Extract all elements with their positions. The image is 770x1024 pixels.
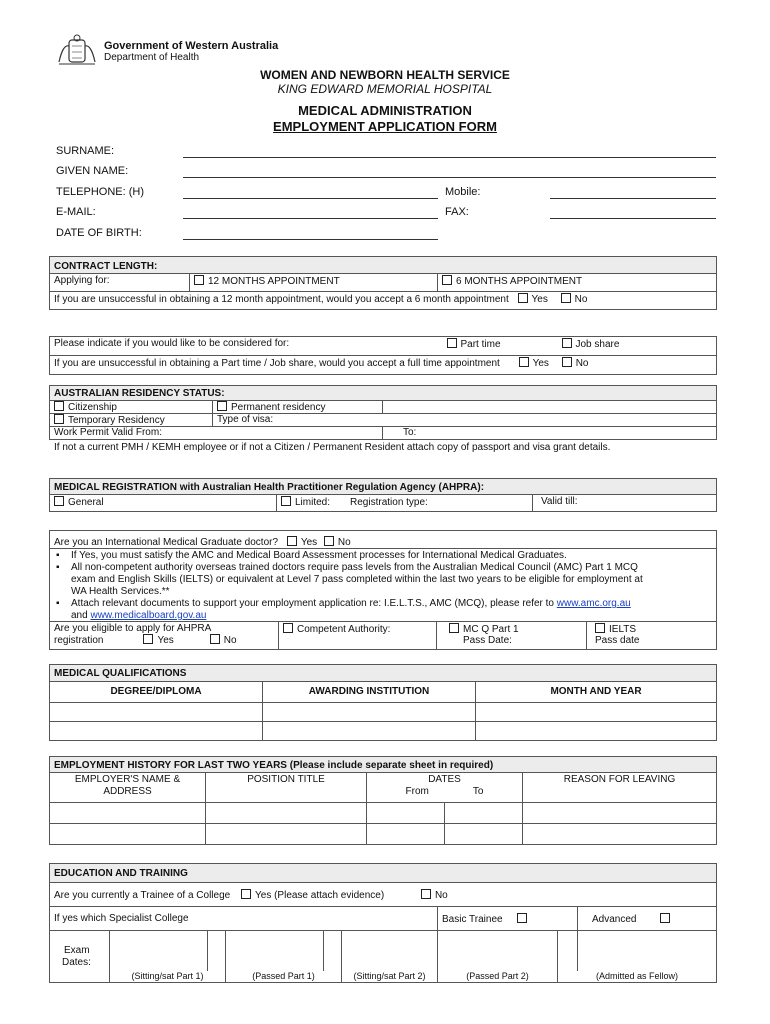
checkbox-12-months[interactable]	[194, 275, 204, 285]
work-permit-label: Work Permit Valid From:	[54, 427, 162, 438]
trainee-yes-checkbox[interactable]	[241, 889, 251, 899]
img-bullet-2a: All non-competent authority overseas trained doctors require pass levels from the Australian Medical Council (AMC) Part 1 MCQ	[71, 562, 638, 573]
option-part-time[interactable]	[443, 337, 558, 356]
col-to: To	[472, 786, 484, 797]
accept-fulltime-question: If you are unsuccessful in obtaining a Part time / Job share, would you accept a full time appointment	[54, 358, 500, 369]
parttime-indicate-label: Please indicate if you would like to be considered for:	[50, 337, 443, 356]
part-time-label: Part time	[460, 339, 501, 350]
eligible-yes-checkbox[interactable]	[143, 634, 153, 644]
accept-6-yes-checkbox[interactable]	[518, 293, 528, 303]
temporary-label: Temporary Residency	[68, 415, 165, 426]
img-yes-checkbox[interactable]	[287, 536, 297, 546]
registration-table	[49, 478, 717, 512]
img-divider	[49, 548, 717, 549]
registration-heading: MEDICAL REGISTRATION with Australian Health Practitioner Regulation Agency (AHPRA):	[50, 479, 717, 495]
employment-heading: EMPLOYMENT HISTORY FOR LAST TWO YEARS (Please include separate sheet in required)	[50, 757, 717, 773]
option-temporary[interactable]	[50, 414, 213, 427]
ielts-label: IELTS	[609, 624, 637, 635]
option-6-label: 6 MONTHS APPOINTMENT	[456, 276, 583, 287]
work-permit-field[interactable]	[50, 427, 383, 440]
qual-cell[interactable]	[50, 703, 263, 722]
col-degree: DEGREE/DIPLOMA	[50, 682, 263, 703]
col-employer	[50, 773, 206, 803]
pass-part2-label: (Passed Part 2)	[438, 971, 558, 983]
email-field[interactable]	[183, 218, 438, 219]
emp-cell[interactable]	[445, 824, 523, 845]
mcq-pass-date: Pass Date:	[463, 635, 512, 646]
exam-label1: Exam	[64, 945, 90, 956]
mobile-field[interactable]	[550, 198, 716, 199]
basic-trainee-checkbox[interactable]	[517, 913, 527, 923]
emp-cell[interactable]	[523, 803, 717, 824]
accept-fulltime-no-checkbox[interactable]	[562, 357, 572, 367]
bullet-dot: ▪	[56, 598, 60, 609]
checkbox-temporary[interactable]	[54, 414, 64, 424]
exam-dates-label	[50, 931, 110, 983]
advanced-cell[interactable]	[578, 907, 717, 931]
img-question-row	[54, 536, 351, 548]
telephone-field[interactable]	[183, 198, 438, 199]
accept-6-month-question: If you are unsuccessful in obtaining a 12 month appointment, would you accept a 6 month appointment	[54, 294, 509, 305]
citizenship-label: Citizenship	[68, 402, 117, 413]
qual-cell[interactable]	[50, 722, 263, 741]
sit-part1-label: (Sitting/sat Part 1)	[110, 971, 226, 983]
competent-authority-cell[interactable]	[279, 622, 437, 650]
bullet-dot: ▪	[56, 562, 60, 573]
img-bullet-3a: Attach relevant documents to support your employment application re: I.E.L.T.S., AMC (MCQ), please refer to	[71, 598, 554, 609]
qual-cell[interactable]	[476, 722, 717, 741]
reg-type-label: Registration type:	[350, 497, 428, 508]
residency-note: If not a current PMH / KEMH employee or if not a Citizen / Permanent Resident attach copy of passport and visa grant details.	[54, 442, 611, 453]
img-no-checkbox[interactable]	[324, 536, 334, 546]
qual-cell[interactable]	[263, 722, 476, 741]
col-dates-label: DATES	[428, 774, 461, 785]
col-institution: AWARDING INSTITUTION	[263, 682, 476, 703]
education-table	[49, 863, 717, 983]
email-label: E-MAIL:	[56, 206, 96, 218]
basic-trainee-label: Basic Trainee	[442, 914, 503, 925]
trainee-no-label: No	[434, 890, 448, 901]
form-title-line1: MEDICAL ADMINISTRATION	[298, 103, 472, 118]
basic-trainee-cell[interactable]	[438, 907, 578, 931]
eligible-ahpra-label2: registration	[54, 635, 104, 646]
trainee-yes-label: Yes (Please attach evidence)	[255, 890, 385, 901]
trainee-no-checkbox[interactable]	[421, 889, 431, 899]
option-permanent[interactable]	[213, 401, 383, 414]
fax-field[interactable]	[550, 218, 716, 219]
surname-field[interactable]	[183, 157, 716, 158]
img-bullet-3a-row	[71, 598, 631, 610]
accept-6-no-label: No	[574, 294, 588, 305]
col-employer-line2: ADDRESS	[103, 786, 152, 797]
residency-heading: AUSTRALIAN RESIDENCY STATUS:	[50, 386, 717, 401]
trainee-row	[50, 883, 717, 907]
contract-heading: CONTRACT LENGTH:	[50, 257, 717, 274]
valid-till-label: Valid till:	[541, 496, 578, 507]
eligible-ahpra-label1: Are you eligible to apply for AHPRA	[54, 623, 212, 634]
col-dates-sub	[371, 786, 518, 798]
exam-date-cell[interactable]	[342, 931, 438, 971]
telephone-label: TELEPHONE: (H)	[56, 186, 145, 198]
gov-line1: Government of Western Australia	[104, 40, 279, 52]
eligible-ahpra-row2	[54, 634, 274, 646]
checkbox-mcq[interactable]	[449, 623, 459, 633]
fax-label: FAX:	[445, 206, 469, 218]
accept-fulltime-no-label: No	[575, 358, 589, 369]
checkbox-ielts[interactable]	[595, 623, 605, 633]
employment-table	[49, 756, 717, 845]
form-title-line2: EMPLOYMENT APPLICATION FORM	[273, 119, 497, 134]
exam-label2: Dates:	[62, 957, 91, 968]
visa-type-label: Type of visa:	[217, 414, 274, 425]
checkbox-citizenship[interactable]	[54, 401, 64, 411]
amc-link[interactable]: www.amc.org.au	[556, 598, 631, 609]
medicalboard-link[interactable]: www.medicalboard.gov.au	[90, 610, 207, 621]
eligible-no-checkbox[interactable]	[210, 634, 220, 644]
checkbox-limited[interactable]	[281, 496, 291, 506]
checkbox-permanent[interactable]	[217, 401, 227, 411]
img-yes-label: Yes	[300, 537, 318, 548]
emp-cell[interactable]	[367, 824, 445, 845]
accept-fulltime-yes-label: Yes	[532, 358, 549, 369]
bullet-dot: ▪	[56, 550, 60, 561]
advanced-label: Advanced	[592, 914, 637, 925]
img-bullet-3b-pre: and	[71, 610, 88, 621]
pass-part1-label: (Passed Part 1)	[226, 971, 342, 983]
accept-6-no-checkbox[interactable]	[561, 293, 571, 303]
contract-table	[49, 256, 717, 310]
option-general[interactable]	[50, 495, 277, 512]
work-permit-to-field[interactable]	[383, 427, 717, 440]
residency-table	[49, 385, 717, 440]
exam-date-spacer	[324, 931, 342, 971]
gov-line2: Department of Health	[104, 52, 200, 63]
advanced-checkbox[interactable]	[660, 913, 670, 923]
col-position: POSITION TITLE	[206, 773, 367, 803]
limited-label: Limited:	[295, 497, 331, 508]
emp-cell[interactable]	[206, 824, 367, 845]
ielts-pass-date: Pass date	[595, 635, 640, 646]
emp-cell[interactable]	[206, 803, 367, 824]
exam-date-spacer	[558, 931, 578, 971]
img-no-label: No	[337, 537, 351, 548]
emp-cell[interactable]	[367, 803, 445, 824]
sit-part2-label: (Sitting/sat Part 2)	[342, 971, 438, 983]
qual-cell[interactable]	[476, 703, 717, 722]
ielts-cell[interactable]	[587, 622, 717, 650]
emp-cell[interactable]	[50, 824, 206, 845]
visa-type-field[interactable]	[213, 414, 717, 427]
option-12-months[interactable]	[190, 274, 438, 292]
exam-date-cell[interactable]	[110, 931, 208, 971]
job-share-label: Job share	[575, 339, 620, 350]
applying-for-label: Applying for:	[50, 274, 190, 292]
col-month-year: MONTH AND YEAR	[476, 682, 717, 703]
col-dates	[367, 773, 523, 803]
emp-cell[interactable]	[445, 803, 523, 824]
fellow-label: (Admitted as Fellow)	[558, 971, 717, 983]
surname-label: SURNAME:	[56, 145, 115, 157]
checkbox-job-share[interactable]	[562, 338, 572, 348]
mobile-label: Mobile:	[445, 186, 481, 198]
emp-cell[interactable]	[523, 824, 717, 845]
col-employer-line1: EMPLOYER'S NAME &	[74, 774, 181, 785]
img-bullet-1: If Yes, you must satisfy the AMC and Medical Board Assessment processes for International Medical Graduates.	[71, 550, 567, 561]
eligible-ahpra-cell	[50, 622, 279, 650]
accept-6-yes-label: Yes	[531, 294, 548, 305]
dob-field[interactable]	[183, 239, 438, 240]
dob-label: DATE OF BIRTH:	[56, 227, 142, 239]
education-heading: EDUCATION AND TRAINING	[50, 864, 717, 883]
img-bullet-2b: exam and English Skills (IELTS) or equivalent at Level 7 pass completed within the last two years to be eligible for employment at	[71, 574, 643, 585]
emp-cell[interactable]	[50, 803, 206, 824]
exam-date-cell[interactable]	[226, 931, 324, 971]
checkbox-competent[interactable]	[283, 623, 293, 633]
qualifications-table	[49, 664, 717, 741]
option-12-label: 12 MONTHS APPOINTMENT	[208, 276, 340, 287]
given-name-label: GIVEN NAME:	[56, 165, 129, 177]
crest-logo	[55, 34, 99, 70]
checkbox-part-time[interactable]	[447, 338, 457, 348]
option-limited[interactable]	[277, 495, 533, 512]
work-permit-to-label: To:	[403, 427, 417, 438]
specialist-college-field[interactable]	[50, 907, 438, 931]
mcq-cell[interactable]	[437, 622, 587, 650]
permanent-label: Permanent residency	[231, 402, 326, 413]
eligible-yes-label: Yes	[157, 635, 174, 646]
parttime-table	[49, 336, 717, 375]
qual-cell[interactable]	[263, 703, 476, 722]
option-job-share[interactable]	[558, 337, 717, 356]
specialist-label: If yes which Specialist College	[54, 913, 189, 924]
option-citizenship[interactable]	[50, 401, 213, 414]
residency-blank	[383, 401, 717, 414]
exam-date-spacer	[208, 931, 226, 971]
img-bullet-2c: WA Health Services.**	[71, 586, 170, 597]
valid-till-field[interactable]	[533, 495, 717, 512]
mcq-label: MC Q Part 1	[463, 624, 519, 635]
hospital-name: KING EDWARD MEMORIAL HOSPITAL	[277, 82, 493, 96]
eligible-no-label: No	[223, 635, 237, 646]
trainee-question: Are you currently a Trainee of a College	[54, 890, 231, 901]
option-6-months[interactable]	[438, 274, 717, 292]
given-name-field[interactable]	[183, 177, 716, 178]
checkbox-general[interactable]	[54, 496, 64, 506]
checkbox-6-months[interactable]	[442, 275, 452, 285]
img-eligibility-table	[49, 621, 717, 650]
exam-date-cell[interactable]	[578, 931, 717, 971]
qualifications-heading: MEDICAL QUALIFICATIONS	[50, 665, 717, 682]
exam-date-cell[interactable]	[438, 931, 558, 971]
general-label: General	[68, 497, 104, 508]
service-name: WOMEN AND NEWBORN HEALTH SERVICE	[260, 68, 510, 82]
img-question: Are you an International Medical Graduate doctor?	[54, 537, 279, 548]
competent-label: Competent Authority:	[297, 624, 391, 635]
accept-fulltime-yes-checkbox[interactable]	[519, 357, 529, 367]
col-reason: REASON FOR LEAVING	[523, 773, 717, 803]
col-from: From	[405, 786, 429, 797]
